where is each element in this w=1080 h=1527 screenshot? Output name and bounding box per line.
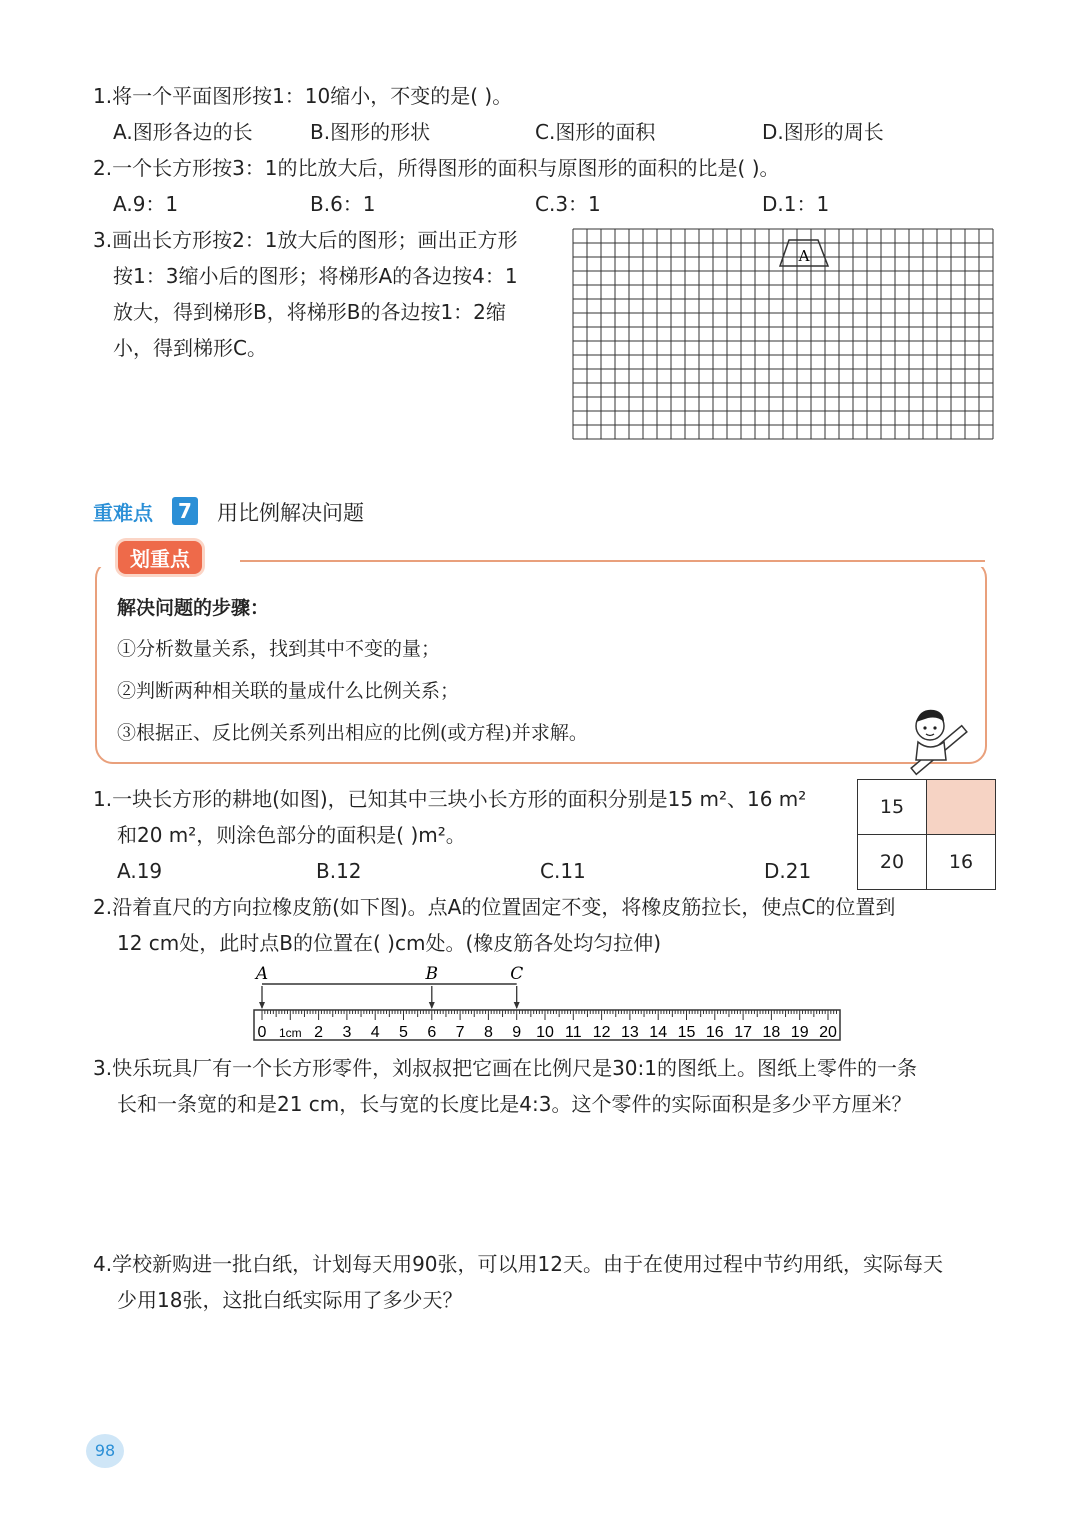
s2-q3-line1: 3.快乐玩具厂有一个长方形零件，刘叔叔把它画在比例尺是30:1的图纸上。图纸上零件的一条 [93, 1056, 917, 1080]
cartoon-boy-icon [900, 700, 978, 776]
grid-paper [572, 228, 994, 450]
point-label-c: C [510, 964, 524, 984]
field-cell-bottom-right: 16 [927, 835, 996, 890]
s1-q1-option-a: A.图形各边的长 [113, 120, 253, 144]
point-arrowhead-b [429, 1002, 435, 1009]
s2-q2-line2: 12 cm处，此时点B的位置在( )cm处。(橡皮筋各处均匀拉伸) [117, 931, 662, 955]
section-tag: 重难点 [93, 501, 153, 525]
s2-q1-option-d: D.21 [764, 859, 812, 883]
key-step-2: ②判断两种相关联的量成什么比例关系； [117, 680, 460, 702]
s2-q3-line2: 长和一条宽的和是21 cm，长与宽的长度比是4:3。这个零件的实际面积是多少平方厘米？ [117, 1092, 912, 1116]
s2-q1-line2: 和20 m²，则涂色部分的面积是( )m²。 [117, 823, 466, 847]
ruler-label: 0 [257, 1024, 267, 1041]
s2-q1-line1: 1.一块长方形的耕地(如图)，已知其中三块小长方形的面积分别是15 m²、16 m² [93, 787, 807, 811]
point-arrowhead-a [259, 1002, 265, 1009]
section-title: 用比例解决问题 [217, 501, 364, 525]
s1-q3-line4: 小，得到梯形C。 [113, 336, 267, 360]
trapezoid-a-label: A [798, 247, 810, 265]
ruler-label: 3 [342, 1024, 352, 1041]
key-points-heading: 解决问题的步骤： [117, 597, 270, 619]
s2-q4-line1: 4.学校新购进一批白纸，计划每天用90张，可以用12天。由于在使用过程中节约用纸，实际每天 [93, 1252, 943, 1276]
ruler-label: 11 [564, 1024, 582, 1041]
ruler-label: 18 [762, 1024, 781, 1041]
s1-q2-text: 2.一个长方形按3：1的比放大后，所得图形的面积与原图形的面积的比是( )。 [93, 156, 780, 180]
ruler-label: 7 [455, 1024, 465, 1041]
ruler-diagram [240, 962, 850, 1046]
s1-q1-option-b: B.图形的形状 [310, 120, 431, 144]
ruler-label: 14 [649, 1024, 668, 1041]
s2-q4-line2: 少用18张，这批白纸实际用了多少天？ [117, 1288, 463, 1312]
field-cell-bottom-left: 20 [858, 835, 927, 890]
ruler-label: 9 [512, 1024, 522, 1041]
ruler-label: 16 [705, 1024, 724, 1041]
point-label-b: B [425, 964, 439, 984]
s2-q1-option-a: A.19 [117, 859, 163, 883]
point-label-a: A [255, 964, 269, 984]
key-step-1: ①分析数量关系，找到其中不变的量； [117, 638, 441, 660]
key-step-3: ③根据正、反比例关系列出相应的比例(或方程)并求解。 [117, 722, 588, 744]
s1-q1-option-d: D.图形的周长 [762, 120, 884, 144]
ruler-label: 10 [536, 1024, 554, 1041]
s1-q3-line2: 按1：3缩小后的图形；将梯形A的各边按4：1 [113, 264, 518, 288]
ruler-label: 8 [483, 1024, 493, 1041]
s1-q2-option-c: C.3：1 [535, 192, 601, 216]
ruler-label: 2 [314, 1024, 324, 1041]
ruler-label: 5 [399, 1024, 408, 1041]
field-cell-shaded [927, 780, 996, 835]
s1-q2-option-b: B.6：1 [310, 192, 376, 216]
ruler-label: 6 [427, 1024, 437, 1041]
ruler-label: 4 [370, 1024, 380, 1041]
section-number: 7 [172, 497, 198, 525]
s1-q1-text: 1.将一个平面图形按1：10缩小，不变的是( )。 [93, 84, 513, 108]
s2-q1-option-c: C.11 [540, 859, 586, 883]
s1-q3-line3: 放大，得到梯形B，将梯形B的各边按1：2缩 [113, 300, 506, 324]
ruler-label: 13 [621, 1024, 639, 1041]
ruler-label: 20 [819, 1024, 837, 1041]
s1-q3-line1: 3.画出长方形按2：1放大后的图形；画出正方形 [93, 228, 518, 252]
field-cell-top-left: 15 [858, 780, 927, 835]
ruler-label: 19 [790, 1024, 809, 1041]
page-number: 98 [86, 1434, 124, 1468]
s1-q2-option-a: A.9：1 [113, 192, 179, 216]
s1-q2-option-d: D.1：1 [762, 192, 830, 216]
s2-q1-option-b: B.12 [316, 859, 362, 883]
field-diagram [857, 779, 996, 890]
ruler-label: 15 [677, 1024, 696, 1041]
s1-q1-option-c: C.图形的面积 [535, 120, 656, 144]
key-points-tag: 划重点 [118, 541, 202, 574]
ruler-label: 12 [592, 1024, 611, 1041]
ruler-label: 17 [734, 1024, 752, 1041]
point-arrowhead-c [514, 1002, 520, 1009]
s2-q2-line1: 2.沿着直尺的方向拉橡皮筋(如下图)。点A的位置固定不变，将橡皮筋拉长，使点C的位置到 [93, 895, 896, 919]
ruler-label: 1cm [278, 1026, 302, 1040]
